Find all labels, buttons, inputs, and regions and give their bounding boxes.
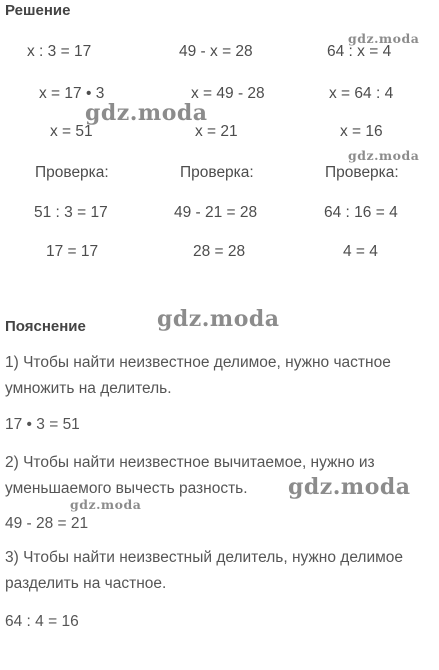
table-cell: 17 = 17 xyxy=(46,243,99,260)
table-cell: x : 3 = 17 xyxy=(27,43,92,60)
table-row xyxy=(0,85,439,107)
table-cell: x = 21 xyxy=(195,123,238,140)
table-cell: x = 17 • 3 xyxy=(39,85,105,102)
table-cell: Проверка: xyxy=(325,164,399,181)
calculation: 17 • 3 = 51 xyxy=(5,416,80,433)
table-row xyxy=(0,43,439,65)
solution-heading: Решение xyxy=(5,2,71,19)
table-cell: 49 - x = 28 xyxy=(179,43,253,60)
table-cell: 64 : 16 = 4 xyxy=(324,204,398,221)
table-cell: x = 64 : 4 xyxy=(329,85,394,102)
calculation: 64 : 4 = 16 xyxy=(5,613,79,630)
watermark: gdz.moda xyxy=(70,497,142,512)
table-cell: 64 : x = 4 xyxy=(327,43,392,60)
table-cell: 51 : 3 = 17 xyxy=(34,204,108,221)
calculation: 49 - 28 = 21 xyxy=(5,515,89,532)
watermark: gdz.moda xyxy=(85,100,208,126)
explanation-text: уменьшаемого вычесть разность. xyxy=(5,480,248,497)
table-cell: x = 51 xyxy=(50,123,93,140)
table-cell: Проверка: xyxy=(35,164,109,181)
table-cell: 49 - 21 = 28 xyxy=(174,204,258,221)
explanation-text: 3) Чтобы найти неизвестный делитель, нужно делимое xyxy=(5,549,404,566)
watermark: gdz.moda xyxy=(348,31,420,46)
watermark: gdz.moda xyxy=(348,148,420,163)
watermark: gdz.moda xyxy=(288,474,411,500)
table-cell: x = 49 - 28 xyxy=(191,85,265,102)
table-row xyxy=(0,204,439,226)
table-cell: 4 = 4 xyxy=(343,243,378,260)
table-cell: x = 16 xyxy=(340,123,383,140)
table-cell: 28 = 28 xyxy=(193,243,246,260)
table-cell: Проверка: xyxy=(180,164,254,181)
explanation-heading: Пояснение xyxy=(5,318,86,335)
table-row xyxy=(0,164,439,186)
explanation-text: 2) Чтобы найти неизвестное вычитаемое, нужно из xyxy=(5,454,375,471)
explanation-text: 1) Чтобы найти неизвестное делимое, нужно частное xyxy=(5,354,391,371)
table-row xyxy=(0,243,439,265)
table-row xyxy=(0,123,439,145)
explanation-text: умножить на делитель. xyxy=(5,380,172,397)
watermark: gdz.moda xyxy=(157,306,280,332)
explanation-text: разделить на частное. xyxy=(5,575,167,592)
